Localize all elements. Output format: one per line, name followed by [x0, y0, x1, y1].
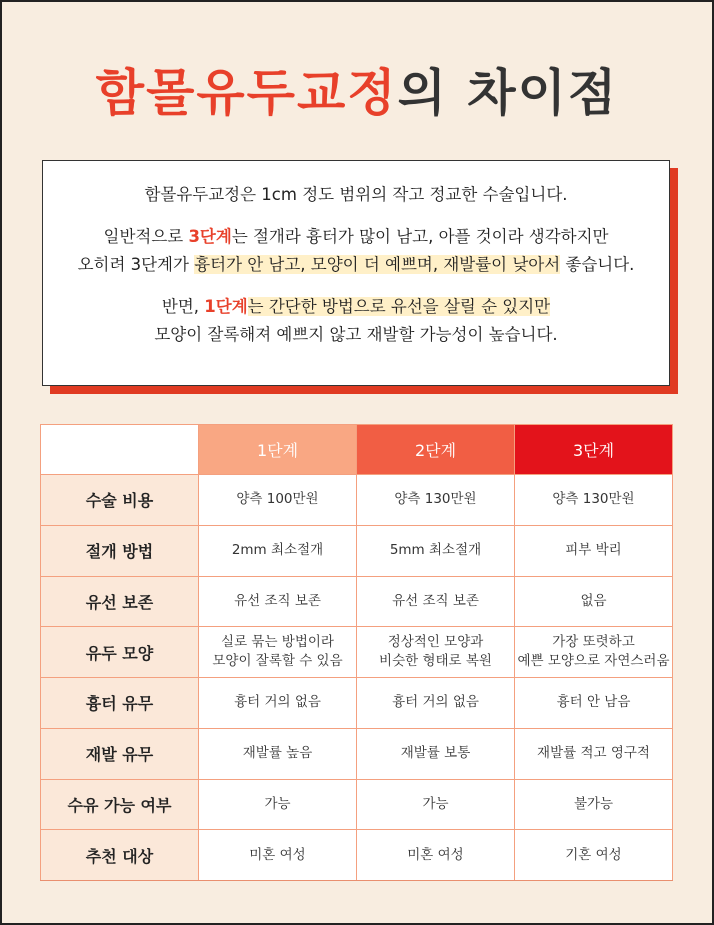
table-cell: 재발률 보통	[357, 728, 515, 779]
table-row	[41, 779, 673, 830]
highlight-benefits: 흉터가 안 남고, 모양이 더 예쁘며, 재발률이 낮아서	[194, 255, 561, 274]
table-cell: 미혼 여성	[357, 830, 515, 881]
table-cell: 유선 조직 보존	[199, 576, 357, 627]
table-row	[41, 728, 673, 779]
table-cell: 가능	[199, 779, 357, 830]
table-cell: 흉터 거의 없음	[357, 678, 515, 729]
row-label: 추천 대상	[41, 830, 199, 881]
table-cell: 양측 100만원	[199, 475, 357, 526]
table-cell: 재발률 높음	[199, 728, 357, 779]
highlight-stage3: 3단계	[188, 227, 232, 246]
comparison-table	[40, 424, 673, 881]
table-row	[41, 627, 673, 678]
row-label: 수유 가능 여부	[41, 779, 199, 830]
table-cell: 5mm 최소절개	[357, 525, 515, 576]
table-row	[41, 678, 673, 729]
table-header-row	[41, 425, 673, 475]
table-cell: 불가능	[515, 779, 673, 830]
table-cell: 흉터 안 남음	[515, 678, 673, 729]
table-cell: 가장 또렷하고 예쁜 모양으로 자연스러움	[515, 627, 673, 678]
table-cell: 양측 130만원	[357, 475, 515, 526]
table-cell: 재발률 적고 영구적	[515, 728, 673, 779]
table-row	[41, 576, 673, 627]
row-label: 절개 방법	[41, 525, 199, 576]
row-label: 유두 모양	[41, 627, 199, 678]
title-rest: 의 차이점	[397, 64, 619, 122]
highlight-stage1-note: 는 간단한 방법으로 유선을 살릴 순 있지만	[247, 297, 551, 316]
table-cell: 2mm 최소절개	[199, 525, 357, 576]
table-cell: 흉터 거의 없음	[199, 678, 357, 729]
table-cell: 기혼 여성	[515, 830, 673, 881]
table-cell: 미혼 여성	[199, 830, 357, 881]
table-row	[41, 475, 673, 526]
row-label: 재발 유무	[41, 728, 199, 779]
intro-line-4: 반면, 1단계는 간단한 방법으로 유선을 살릴 순 있지만	[161, 297, 551, 316]
table-cell: 유선 조직 보존	[357, 576, 515, 627]
row-label: 수술 비용	[41, 475, 199, 526]
header-stage-3: 3단계	[515, 425, 673, 475]
table-cell: 실로 묶는 방법이라 모양이 잘록할 수 있음	[199, 627, 357, 678]
row-label: 유선 보존	[41, 576, 199, 627]
table-cell: 가능	[357, 779, 515, 830]
table-cell: 양측 130만원	[515, 475, 673, 526]
header-empty	[41, 425, 199, 475]
intro-box	[42, 160, 670, 386]
table-cell: 없음	[515, 576, 673, 627]
intro-line-2: 일반적으로 3단계는 절개라 흉터가 많이 남고, 아플 것이라 생각하지만	[103, 227, 609, 246]
table-row	[41, 830, 673, 881]
highlight-stage1: 1단계	[204, 297, 248, 316]
row-label: 흉터 유무	[41, 678, 199, 729]
intro-line-1: 함몰유두교정은 1cm 정도 범위의 작고 정교한 수술입니다.	[144, 185, 568, 204]
title-accent: 함몰유두교정	[95, 64, 398, 122]
page-title	[0, 58, 714, 128]
table-cell: 정상적인 모양과 비슷한 형태로 복원	[357, 627, 515, 678]
table-row	[41, 525, 673, 576]
intro-line-5: 모양이 잘록해져 예쁘지 않고 재발할 가능성이 높습니다.	[154, 325, 558, 344]
intro-line-3: 오히려 3단계가 흉터가 안 남고, 모양이 더 예쁘며, 재발률이 낮아서 좋습니다.	[77, 255, 635, 274]
table-cell: 피부 박리	[515, 525, 673, 576]
header-stage-2: 2단계	[357, 425, 515, 475]
header-stage-1: 1단계	[199, 425, 357, 475]
